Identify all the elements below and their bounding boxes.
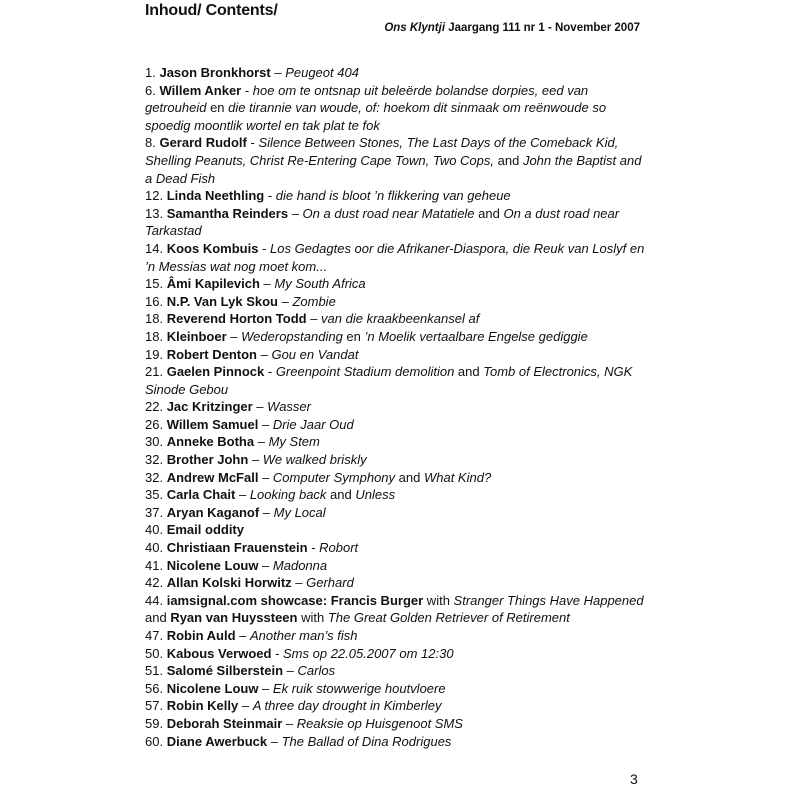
- toc-entry: [145, 574, 645, 592]
- entry-author: Gerard Rudolf: [159, 135, 247, 151]
- entry-title: The Great Golden Retriever of Retirement: [327, 610, 570, 626]
- toc-entry: [145, 662, 645, 680]
- entry-title: Carlos: [297, 663, 336, 679]
- entry-author: Brother John: [166, 452, 249, 468]
- toc-entry: [145, 134, 645, 187]
- entry-separator: –: [254, 434, 269, 450]
- entry-title: Los Gedagtes oor die Afrikaner-Diaspora, die Reuk van Loslyf en ’n Messias wat nog moet kom...: [145, 240, 645, 274]
- toc-entry: [145, 310, 645, 328]
- entry-author: iamsignal.com showcase: Francis Burger: [166, 592, 424, 608]
- entry-separator: –: [277, 293, 293, 309]
- table-of-contents: [145, 64, 645, 750]
- entry-author: Christiaan Frauenstein: [166, 540, 308, 556]
- entry-page-number: 15.: [145, 276, 164, 292]
- entry-title: Wasser: [267, 399, 311, 415]
- entry-separator: -: [264, 364, 276, 380]
- entry-title: Peugeot 404: [285, 65, 359, 80]
- entry-author: Diane Awerbuck: [166, 733, 268, 749]
- entry-separator: –: [282, 715, 297, 731]
- entry-title: Silence Between Stones, The Last Days of the Comeback Kid, Shelling Peanuts, Christ Re-Entering Cape Town, Two Cops,: [145, 135, 619, 168]
- entry-title: Drie Jaar Oud: [272, 416, 354, 432]
- entry-separator: –: [258, 416, 273, 432]
- entry-page-number: 21.: [145, 364, 164, 380]
- entry-page-number: 40.: [145, 522, 164, 538]
- entry-page-number: 18.: [145, 311, 164, 327]
- entry-page-number: 8.: [145, 135, 156, 151]
- entry-author: Gaelen Pinnock: [166, 364, 265, 380]
- toc-entry: [145, 697, 645, 715]
- entry-title: Gou en Vandat: [271, 346, 359, 362]
- entry-author: Allan Kolski Horwitz: [166, 575, 292, 591]
- entry-author: Ryan van Huyssteen: [170, 610, 298, 626]
- entry-author: Salomé Silberstein: [166, 663, 284, 679]
- toc-entry: [145, 240, 645, 275]
- entry-title: On a dust road near Matatiele: [302, 205, 475, 221]
- page-number: 3: [630, 771, 638, 787]
- toc-entry: [145, 187, 645, 205]
- entry-title: Madonna: [272, 557, 328, 573]
- entry-separator: and: [494, 152, 523, 168]
- entry-page-number: 18.: [145, 328, 164, 344]
- entry-separator: –: [267, 733, 282, 749]
- entry-separator: –: [283, 663, 298, 679]
- entry-separator: –: [235, 628, 251, 643]
- entry-separator: -: [264, 188, 276, 204]
- entry-author: N.P. Van Lyk Skou: [166, 293, 278, 309]
- entry-title: Wederopstanding: [241, 328, 343, 344]
- issue-details: Jaargang 111 nr 1 - November 2007: [448, 22, 640, 34]
- entry-page-number: 41.: [145, 557, 164, 573]
- entry-separator: with: [423, 592, 454, 608]
- entry-author: Koos Kombuis: [166, 240, 259, 256]
- toc-entry: [145, 328, 645, 346]
- entry-title: Robort: [319, 540, 359, 556]
- entry-separator: –: [291, 575, 307, 591]
- entry-author: Robin Kelly: [166, 698, 239, 714]
- entry-separator: –: [258, 469, 273, 485]
- entry-title: John the Baptist and a Dead Fish: [145, 152, 642, 186]
- entry-separator: and: [395, 469, 424, 485]
- entry-separator: –: [226, 328, 242, 344]
- entry-title: What Kind?: [423, 469, 492, 485]
- entry-separator: –: [252, 399, 268, 415]
- page-title: Inhoud/ Contents/: [145, 2, 278, 19]
- toc-entry: [145, 363, 645, 398]
- magazine-name: Ons Klyntji: [384, 22, 446, 34]
- entry-title: Tomb of Electronics, NGK Sinode Gebou: [145, 364, 633, 397]
- entry-title: hoe om te ontsnap uit beleërde bolandse dorpies, eed van getrouheid: [145, 82, 589, 116]
- entry-page-number: 60.: [145, 733, 164, 749]
- entry-title: On a dust road near Tarkastad: [145, 205, 620, 239]
- entry-page-number: 32.: [145, 452, 164, 468]
- entry-title: Stranger Things Have Happened: [453, 592, 644, 608]
- toc-entry: [145, 486, 645, 504]
- entry-author: Samantha Reinders: [166, 205, 289, 221]
- entry-author: Jason Bronkhorst: [159, 65, 271, 80]
- toc-entry: [145, 557, 645, 575]
- toc-entry: [145, 592, 645, 627]
- entry-author: Email oddity: [166, 522, 244, 538]
- toc-entry: [145, 627, 645, 645]
- entry-page-number: 19.: [145, 346, 164, 362]
- toc-entry: [145, 733, 645, 751]
- entry-author: Reverend Horton Todd: [166, 311, 307, 327]
- entry-page-number: 26.: [145, 416, 164, 432]
- entry-page-number: 50.: [145, 645, 164, 661]
- entry-author: Aryan Kaganof: [166, 504, 260, 520]
- toc-entry: [145, 680, 645, 698]
- entry-separator: –: [306, 311, 322, 327]
- entry-separator: –: [270, 65, 286, 80]
- toc-entry: [145, 504, 645, 522]
- entry-separator: –: [258, 557, 273, 573]
- entry-title: My Stem: [268, 434, 320, 450]
- entry-author: Nicolene Louw: [166, 557, 259, 573]
- toc-entry: [145, 451, 645, 469]
- entry-page-number: 13.: [145, 205, 164, 221]
- entry-page-number: 37.: [145, 504, 164, 520]
- entry-author: Kleinboer: [166, 328, 227, 344]
- entry-title: Ek ruik stowwerige houtvloere: [272, 680, 446, 696]
- entry-page-number: 47.: [145, 628, 164, 643]
- entry-title: Another man’s fish: [250, 628, 358, 643]
- entry-title: ’n Moelik vertaalbare Engelse gediggie: [364, 328, 588, 344]
- entry-author: Nicolene Louw: [166, 680, 259, 696]
- entry-page-number: 51.: [145, 663, 164, 679]
- entry-separator: with: [297, 610, 328, 626]
- toc-entry: [145, 433, 645, 451]
- entry-page-number: 16.: [145, 293, 164, 309]
- entry-title: My South Africa: [274, 276, 366, 292]
- entry-title: The Ballad of Dina Rodrigues: [281, 733, 452, 749]
- entry-author: Jac Kritzinger: [166, 399, 253, 415]
- entry-author: Carla Chait: [166, 487, 236, 503]
- entry-author: Kabous Verwoed: [166, 645, 272, 661]
- entry-author: Willem Samuel: [166, 416, 259, 432]
- entry-author: Deborah Steinmair: [166, 715, 283, 731]
- entry-author: Willem Anker: [159, 82, 242, 98]
- entry-title: Looking back: [249, 487, 327, 503]
- entry-author: Andrew McFall: [166, 469, 259, 485]
- toc-entry: [145, 293, 645, 311]
- entry-separator: –: [258, 680, 273, 696]
- toc-entry: [145, 416, 645, 434]
- entry-page-number: 35.: [145, 487, 164, 503]
- entry-title: Gerhard: [306, 575, 354, 591]
- entry-title: We walked briskly: [262, 452, 367, 468]
- entry-author: Anneke Botha: [166, 434, 255, 450]
- entry-separator: and: [326, 487, 356, 503]
- toc-entry: [145, 275, 645, 293]
- entry-page-number: 12.: [145, 188, 164, 204]
- entry-author: Linda Neethling: [166, 188, 265, 204]
- toc-entry: [145, 398, 645, 416]
- entry-page-number: 22.: [145, 399, 164, 415]
- entry-title: A three day drought in Kimberley: [252, 698, 442, 714]
- entry-title: die tirannie van woude, of: hoekom dit sinmaak om reënwoude so spoedig moontlik wortel en tak plat te fok: [145, 100, 607, 133]
- toc-entry: [145, 715, 645, 733]
- entry-title: Sms op 22.05.2007 om 12:30: [283, 645, 454, 661]
- entry-title: van die kraakbeenkansel af: [321, 311, 480, 327]
- entry-separator: en: [206, 100, 229, 116]
- entry-separator: -: [307, 540, 320, 556]
- entry-author: Robin Auld: [166, 628, 236, 643]
- entry-separator: -: [258, 240, 270, 256]
- entry-separator: –: [259, 276, 275, 292]
- entry-page-number: 57.: [145, 698, 164, 714]
- entry-page-number: 56.: [145, 680, 164, 696]
- entry-title: Reaksie op Huisgenoot SMS: [296, 715, 463, 731]
- entry-page-number: 40.: [145, 540, 164, 556]
- entry-title: Computer Symphony: [272, 469, 396, 485]
- toc-entry: [145, 346, 645, 364]
- toc-entry: [145, 469, 645, 487]
- entry-separator: -: [271, 645, 284, 661]
- entry-page-number: 6.: [145, 82, 156, 98]
- entry-separator: and: [474, 205, 504, 221]
- toc-entry: [145, 645, 645, 663]
- toc-entry: [145, 521, 645, 539]
- toc-entry: [145, 205, 645, 240]
- entry-separator: –: [235, 487, 250, 503]
- entry-title: die hand is bloot ’n flikkering van geheue: [275, 188, 511, 204]
- entry-page-number: 30.: [145, 434, 164, 450]
- entry-page-number: 1.: [145, 65, 156, 80]
- issue-info: [384, 22, 640, 34]
- entry-separator: -: [246, 135, 259, 151]
- entry-title: My Local: [273, 504, 326, 520]
- entry-separator: –: [259, 504, 274, 520]
- entry-page-number: 59.: [145, 715, 164, 731]
- entry-title: Greenpoint Stadium demolition: [275, 364, 455, 380]
- entry-title: Unless: [355, 487, 396, 503]
- entry-separator: en: [342, 328, 365, 344]
- entry-page-number: 44.: [145, 592, 164, 608]
- entry-title: Zombie: [292, 293, 336, 309]
- entry-page-number: 14.: [145, 240, 164, 256]
- toc-entry: [145, 82, 645, 135]
- entry-separator: –: [288, 205, 303, 221]
- entry-separator: -: [241, 82, 253, 98]
- entry-separator: –: [256, 346, 272, 362]
- entry-page-number: 32.: [145, 469, 164, 485]
- entry-separator: and: [454, 364, 484, 380]
- entry-page-number: 42.: [145, 575, 164, 591]
- entry-author: Robert Denton: [166, 346, 257, 362]
- entry-separator: and: [145, 610, 171, 626]
- toc-entry: [145, 539, 645, 557]
- entry-separator: –: [238, 698, 253, 714]
- entry-author: Âmi Kapilevich: [166, 276, 260, 292]
- entry-separator: –: [248, 452, 263, 468]
- toc-entry: [145, 64, 645, 82]
